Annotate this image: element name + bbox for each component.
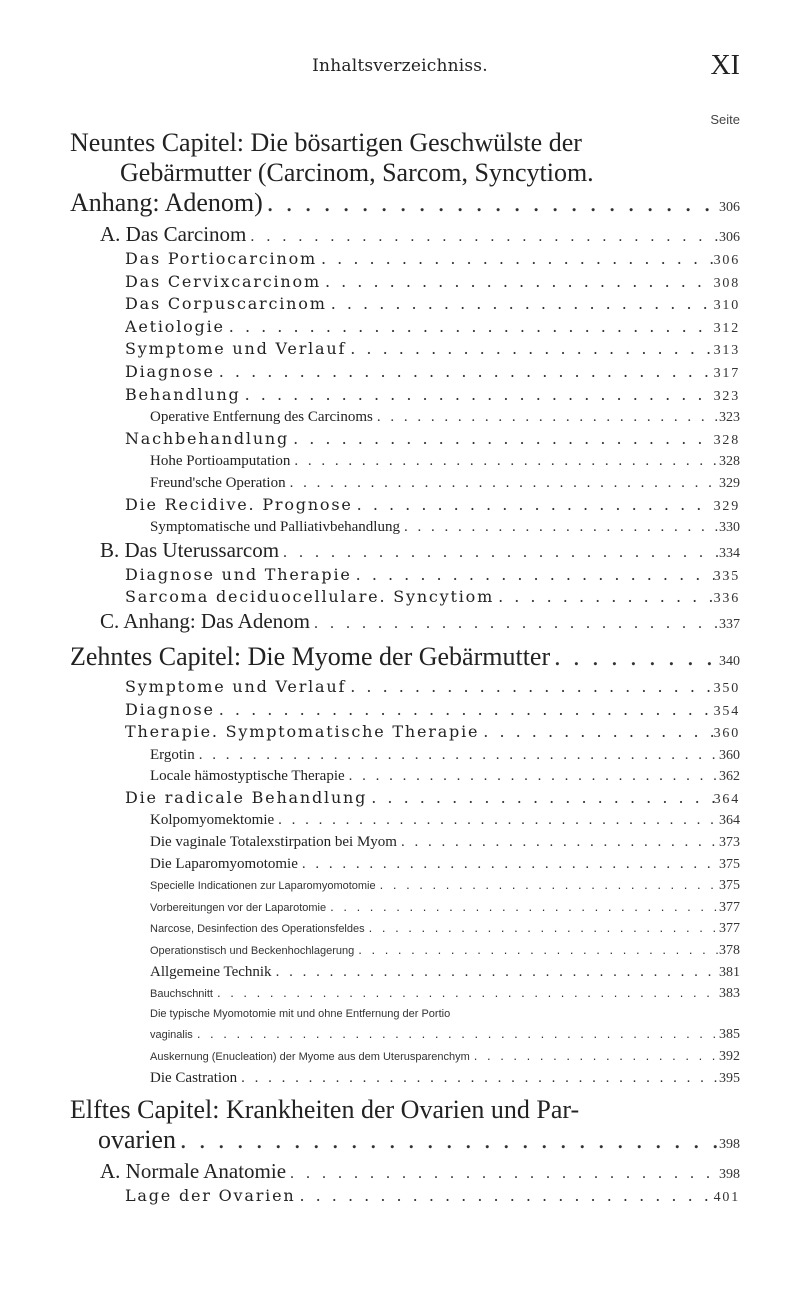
toc-entry-row	[150, 766, 740, 788]
page-ref: 323	[719, 410, 740, 426]
page-ref: 401	[713, 1190, 740, 1206]
chapter-title-line: Neuntes Capitel: Die bösartigen Geschwülste der	[70, 128, 582, 157]
toc-entry-label: Symptomatische und Palliativbehandlung	[150, 519, 400, 536]
toc-entry	[150, 1046, 740, 1068]
toc-entry-label: Vorbereitungen vor der Laparotomie	[150, 901, 327, 914]
toc-entry-label: Das Cervixcarcinom	[125, 271, 321, 291]
chapter-title-line: Zehntes Capitel: Die Myome der Gebärmutter	[70, 641, 551, 671]
leader-dots	[215, 362, 714, 383]
toc-entry-row	[150, 918, 740, 940]
page-ref: 383	[719, 986, 740, 1002]
leader-dots	[195, 745, 719, 766]
toc-entry-row	[125, 249, 740, 272]
page-ref: 360	[719, 747, 740, 763]
toc-entry	[125, 339, 740, 362]
toc-entry-row	[150, 940, 740, 962]
toc-entry	[125, 317, 740, 340]
chapter-title-row	[70, 1125, 740, 1160]
chapter-heading-10	[70, 642, 740, 677]
toc-entry	[150, 766, 740, 788]
toc-entry-label: Die typische Myomotomie mit und ohne Entfernung der Portio	[150, 1007, 451, 1020]
chapter-10-entries	[0, 677, 800, 1089]
chapter-title-line: Elftes Capitel: Krankheiten der Ovarien und Par-	[70, 1095, 580, 1125]
toc-entry-row	[125, 385, 740, 408]
page-ref: 337	[719, 616, 740, 632]
toc-entry-label: Die Laparomyomotomie	[150, 855, 298, 872]
page-ref: 317	[713, 365, 740, 381]
page-ref: 362	[719, 769, 740, 785]
toc-entry	[150, 473, 740, 495]
leader-dots	[367, 788, 713, 809]
toc-entry-label: Therapie. Symptomatische Therapie	[125, 722, 480, 742]
toc-entry	[150, 745, 740, 767]
toc-entry-label: Lage der Ovarien	[125, 1186, 296, 1206]
toc-entry	[150, 1005, 740, 1046]
page-ref: 392	[719, 1049, 740, 1064]
leader-dots	[470, 1046, 719, 1066]
toc-entry-label: Bauchschnitt	[150, 988, 213, 1001]
toc-entry	[125, 249, 740, 272]
toc-entry-label: Sarcoma deciduocellulare. Syncytiom	[125, 587, 495, 607]
toc-entry-row	[100, 610, 740, 636]
toc-entries	[0, 128, 800, 1209]
toc-entry-label: Die Recidive. Prognose	[125, 494, 353, 514]
page-ref: 330	[719, 520, 740, 536]
page-ref: 335	[713, 568, 740, 584]
chapter-heading-11	[70, 1095, 740, 1160]
page-ref: 354	[713, 703, 740, 719]
leader-dots	[272, 962, 719, 983]
toc-entry-row	[150, 473, 740, 495]
toc-entry-label: Diagnose und Therapie	[125, 564, 352, 584]
chapter-title-line: Anhang: Adenom)	[70, 188, 263, 217]
leader-dots	[346, 339, 713, 360]
toc-entry-row	[125, 565, 740, 588]
leader-dots	[327, 294, 714, 315]
toc-entry-label: Diagnose	[125, 699, 215, 719]
toc-entry-label: Diagnose	[125, 361, 215, 381]
toc-entry	[125, 700, 740, 723]
page-ref: 323	[713, 388, 740, 404]
page-ref: 375	[719, 856, 740, 872]
leader-dots	[317, 249, 714, 270]
page-ref: 381	[719, 964, 740, 980]
leader-dots	[274, 810, 719, 831]
page-ref: 308	[713, 275, 740, 291]
toc-entry	[150, 1068, 740, 1090]
page-ref: 364	[719, 813, 740, 829]
toc-entry-label: Hohe Portioamputation	[150, 453, 291, 470]
toc-entry-row	[125, 788, 740, 811]
leader-dots	[295, 1186, 713, 1207]
page-ref: 364	[713, 791, 740, 807]
toc-entry	[100, 610, 740, 636]
leader-dots	[215, 700, 714, 721]
running-title: Inhaltsverzeichniss.	[312, 56, 488, 76]
toc-entry-label: Nachbehandlung	[125, 428, 290, 448]
page-ref: 329	[719, 475, 740, 491]
toc-entry-label: A. Normale Anatomie	[100, 1160, 287, 1184]
toc-entry-row	[150, 1046, 740, 1068]
toc-entry	[125, 272, 740, 295]
toc-entry-row	[150, 810, 740, 832]
leader-dots	[213, 983, 719, 1003]
toc-entry-row	[150, 897, 740, 919]
leader-dots	[365, 918, 719, 938]
toc-entry-row	[150, 1068, 740, 1090]
leader-dots	[279, 541, 719, 564]
page-ref: 377	[719, 899, 740, 915]
leader-dots	[479, 722, 713, 743]
toc-entry-row	[125, 294, 740, 317]
toc-entry-label: Das Portiocarcinom	[125, 249, 317, 268]
page-ref: 334	[719, 545, 740, 561]
leader-dots	[225, 317, 714, 338]
toc-entry-label: Die Castration	[150, 1069, 238, 1086]
page-ref: 385	[719, 1027, 740, 1043]
leader-dots	[345, 766, 719, 787]
toc-entry-label: Symptome und Verlauf	[125, 339, 347, 359]
chapter-title-row	[70, 188, 740, 223]
chapter-title-row	[70, 642, 740, 677]
toc-entry	[150, 983, 740, 1005]
leader-dots	[400, 517, 719, 538]
toc-entry-row	[150, 832, 740, 854]
toc-entry-row	[125, 429, 740, 452]
toc-entry-label: Narcose, Desinfection des Operationsfeldes	[150, 923, 365, 936]
toc-entry	[150, 854, 740, 876]
toc-entry	[100, 223, 740, 249]
toc-entry-row	[150, 407, 740, 429]
toc-entry-row	[150, 1024, 740, 1046]
leader-dots	[237, 1068, 719, 1089]
toc-entry-label: A. Das Carcinom	[100, 223, 247, 246]
toc-entry-label: Allgemeine Technik	[150, 963, 272, 980]
page-ref: 340	[719, 653, 740, 669]
toc-entry-row	[125, 339, 740, 362]
page-ref: 306	[713, 253, 740, 268]
toc-entry	[125, 587, 740, 610]
page-ref: 360	[713, 726, 740, 742]
toc-entry-label: Ergotin	[150, 746, 195, 763]
toc-entry-label: Behandlung	[125, 384, 241, 404]
page-ref: 378	[719, 943, 740, 959]
toc-entry-row	[125, 587, 740, 610]
toc-entry-row	[150, 962, 740, 984]
page-ref: 375	[719, 878, 740, 894]
leader-dots	[298, 854, 719, 875]
toc-entry-label: Die radicale Behandlung	[125, 787, 368, 807]
leader-dots	[346, 677, 713, 698]
chapter-title-line: ovarien	[98, 1125, 176, 1155]
toc-entry-row	[150, 983, 740, 1005]
toc-entry-row	[125, 272, 740, 295]
page-ref: 328	[713, 432, 740, 448]
toc-entry	[125, 788, 740, 811]
page-ref: 313	[713, 343, 740, 359]
page-ref: 329	[713, 498, 740, 514]
chapter-title-line: Gebärmutter (Carcinom, Sarcom, Syncytiom.	[120, 158, 594, 187]
toc-entry	[125, 495, 740, 518]
toc-entry	[150, 407, 740, 429]
toc-entry-label: Das Corpuscarcinom	[125, 294, 327, 314]
toc-entry-label: Specielle Indicationen zur Laparomyomotomie	[150, 880, 376, 893]
page-ref: 350	[713, 680, 740, 696]
page-ref: 306	[719, 200, 740, 215]
leader-dots	[286, 1162, 719, 1185]
toc-entry	[150, 451, 740, 473]
leader-dots	[352, 565, 714, 586]
toc-entry	[125, 362, 740, 385]
leader-dots	[289, 429, 714, 450]
toc-entry	[150, 810, 740, 832]
page-ref: 398	[719, 1167, 740, 1183]
toc-entry-row	[125, 677, 740, 700]
toc-entry-row	[150, 745, 740, 767]
toc-entry-row	[150, 451, 740, 473]
page-ref: 306	[719, 230, 740, 245]
leader-dots	[246, 225, 719, 248]
toc-entry-label: Die vaginale Totalexstirpation bei Myom	[150, 834, 397, 851]
toc-entry-row	[125, 495, 740, 518]
chapter-9-entries	[0, 223, 800, 636]
page-number: XI	[710, 50, 740, 81]
toc-entry-row	[125, 317, 740, 340]
toc-entry	[125, 722, 740, 745]
leader-dots	[263, 188, 719, 218]
page-ref: 377	[719, 921, 740, 937]
toc-entry-label: B. Das Uterussarcom	[100, 538, 280, 562]
toc-entry	[100, 539, 740, 565]
toc-entry	[150, 832, 740, 854]
toc-entry	[150, 918, 740, 940]
seite-label: Seite	[710, 112, 740, 127]
chapter-heading-9	[70, 128, 740, 223]
toc-entry-row	[150, 875, 740, 897]
leader-dots	[353, 495, 714, 516]
toc-entry	[150, 962, 740, 984]
toc-entry-label: Symptome und Verlauf	[125, 676, 347, 696]
toc-entry	[100, 1160, 740, 1186]
page-ref: 328	[719, 454, 740, 470]
leader-dots	[326, 897, 719, 917]
toc-entry	[125, 385, 740, 408]
toc-entry	[150, 940, 740, 962]
toc-entry-row	[100, 539, 740, 565]
toc-entry	[150, 897, 740, 919]
toc-entry-row	[150, 517, 740, 539]
page-ref: 336	[713, 591, 740, 607]
toc-entry-row	[125, 1186, 740, 1209]
leader-dots	[373, 407, 719, 428]
toc-entry-label: vaginalis	[150, 1029, 193, 1042]
leader-dots	[397, 832, 719, 853]
toc-entry-label: Kolpomyomektomie	[150, 812, 275, 829]
page-ref: 312	[713, 320, 740, 336]
page-ref: 373	[719, 835, 740, 851]
leader-dots	[494, 587, 714, 608]
toc-entry	[125, 294, 740, 317]
page-ref: 310	[713, 298, 740, 314]
toc-entry-label: Operative Entfernung des Carcinoms	[150, 409, 373, 426]
toc-entry-row	[125, 700, 740, 723]
toc-entry-row	[125, 362, 740, 385]
toc-entry-label: Auskernung (Enucleation) der Myome aus dem Uterusparenchym	[150, 1051, 470, 1063]
leader-dots	[193, 1024, 719, 1044]
toc-entry	[150, 875, 740, 897]
toc-entry-row	[100, 1160, 740, 1186]
toc-entry-label: Locale hämostyptische Therapie	[150, 768, 345, 785]
toc-entry	[125, 429, 740, 452]
page-ref: 398	[719, 1137, 740, 1153]
leader-dots	[241, 385, 714, 406]
toc-entry-label: C. Anhang: Das Adenom	[100, 609, 310, 633]
toc-entry-row	[100, 223, 740, 249]
toc-entry	[125, 1186, 740, 1209]
leader-dots	[321, 272, 714, 293]
leader-dots	[550, 642, 719, 672]
toc-entry	[150, 517, 740, 539]
leader-dots	[290, 451, 719, 472]
leader-dots	[176, 1125, 719, 1155]
page-ref: 395	[719, 1070, 740, 1086]
toc-entry-row	[125, 722, 740, 745]
leader-dots	[376, 875, 719, 895]
toc-entry	[125, 565, 740, 588]
toc-entry	[125, 677, 740, 700]
toc-entry-label: Freund'sche Operation	[150, 474, 286, 491]
toc-entry-row	[150, 854, 740, 876]
leader-dots	[310, 612, 719, 635]
leader-dots	[286, 473, 719, 494]
toc-entry-label: Operationstisch und Beckenhochlagerung	[150, 945, 355, 958]
chapter-11-entries	[0, 1160, 800, 1209]
toc-entry-label: Aetiologie	[125, 316, 225, 336]
leader-dots	[354, 940, 719, 960]
